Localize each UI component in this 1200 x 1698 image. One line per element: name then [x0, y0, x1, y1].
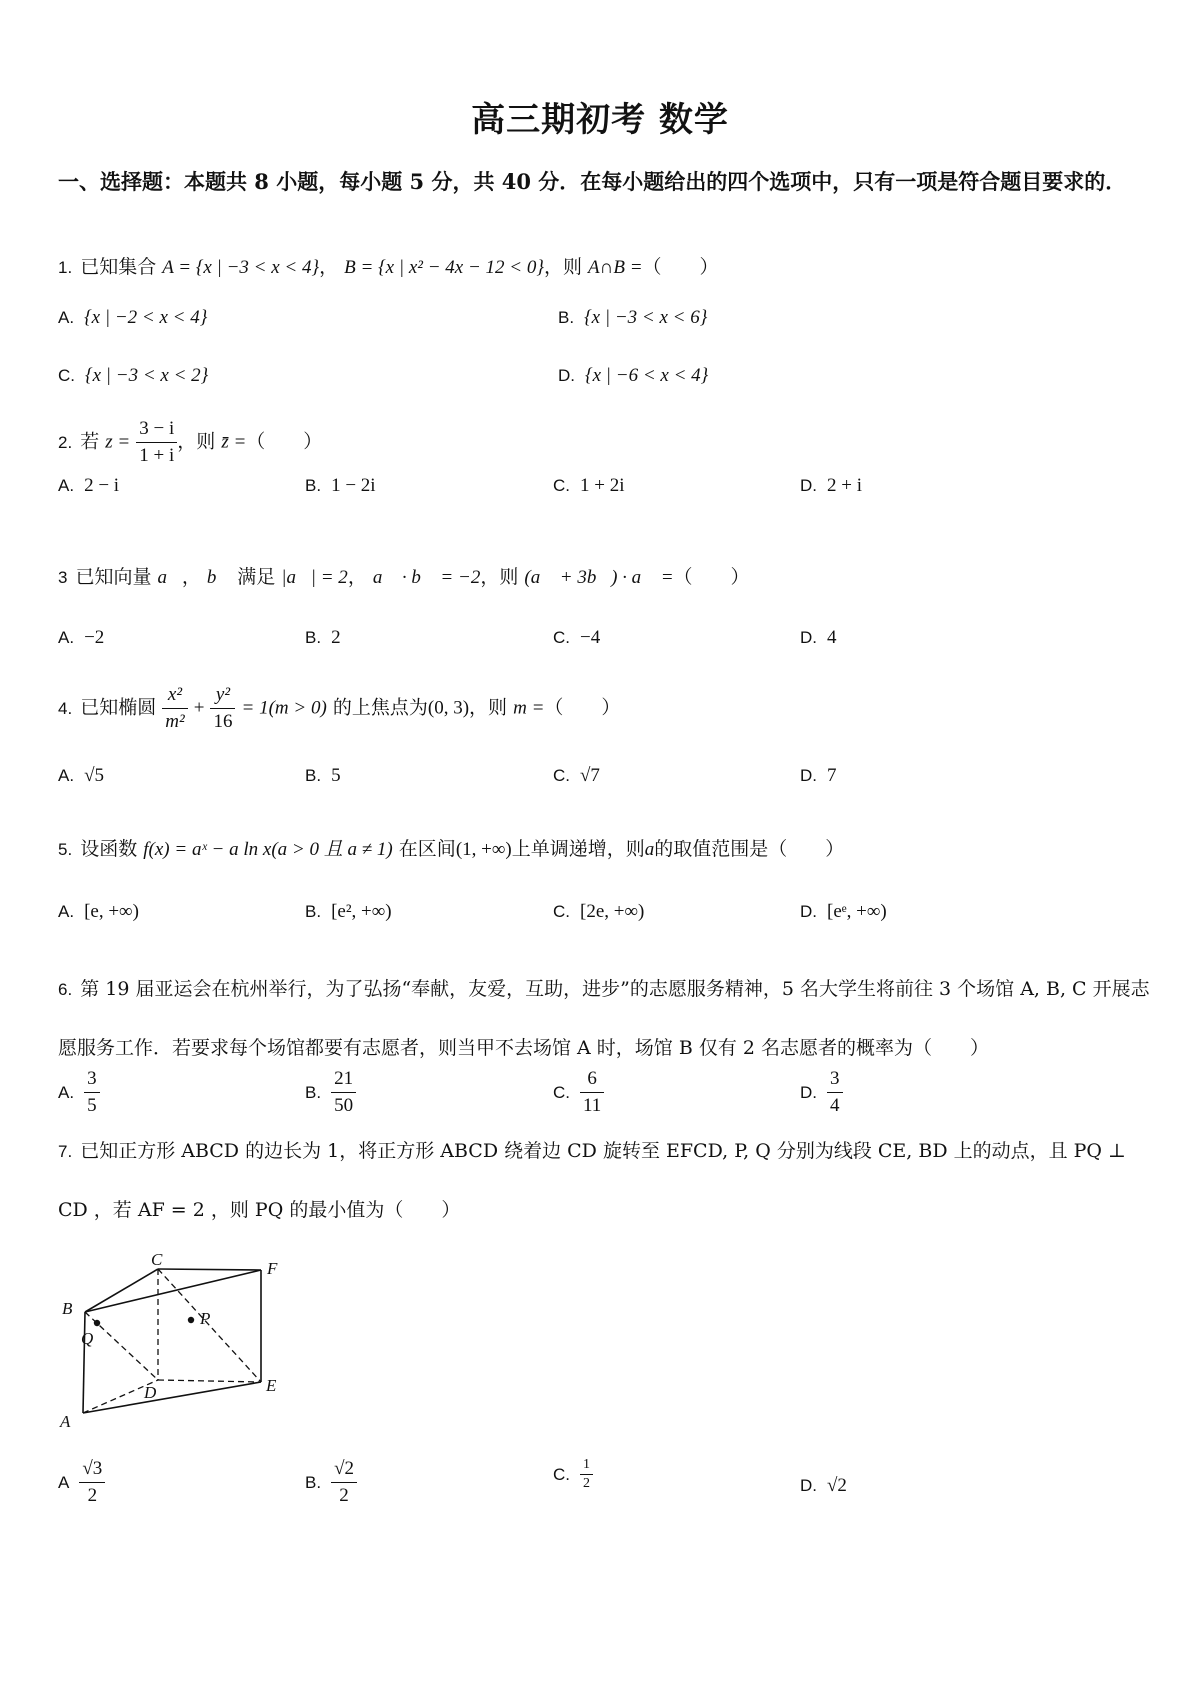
question-text: 设函数 — [80, 838, 138, 860]
question-text: 已知集合 — [80, 256, 157, 278]
fraction — [331, 1066, 356, 1119]
question-3 — [58, 562, 1158, 593]
option-label: C. — [58, 366, 75, 385]
question-number: 6. — [58, 980, 73, 999]
option-a — [58, 470, 119, 501]
option-label: D. — [558, 366, 575, 385]
option-text: 5 — [331, 765, 341, 786]
condition-1: |a⃗| = 2 — [281, 567, 348, 588]
separator: ， — [347, 566, 367, 588]
numerator: 21 — [331, 1066, 356, 1093]
option-d — [800, 622, 837, 653]
question-text: ，则 — [177, 430, 216, 453]
denominator: 2 — [339, 1485, 349, 1506]
label-q: Q — [81, 1329, 94, 1348]
question-text: ，则 — [469, 696, 508, 719]
fraction — [79, 1456, 105, 1509]
option-label: B. — [305, 1082, 322, 1102]
vector-a: a⃗ — [157, 567, 182, 588]
question-text: 在区间 — [398, 838, 456, 860]
option-text: 1 + 2i — [580, 475, 625, 496]
option-text: 1 − 2i — [331, 475, 376, 496]
option-c — [553, 896, 644, 927]
denominator: 1 + i — [139, 445, 175, 466]
question-ask: (a⃗ + 3b⃗) · a⃗ = — [524, 567, 674, 588]
option-a — [58, 760, 104, 791]
option-c — [553, 622, 600, 653]
question-text: 已知正方形 ABCD 的边长为 1，将正方形 ABCD 绕着边 CD 旋转至 EFCD, P, Q 分别为线段 CE, BD 上的动点，且 PQ ⊥ CD ，若 AF = 2 ，则 PQ 的最小值为（ ） — [58, 1140, 1126, 1221]
option-b — [305, 896, 392, 927]
option-text: {x | −2 < x < 4} — [84, 307, 208, 328]
fraction — [827, 1066, 843, 1119]
label-f: F — [267, 1259, 278, 1278]
option-text: [e, +∞) — [84, 901, 139, 922]
option-label: D. — [800, 902, 817, 921]
question-text: 第 19 届亚运会在杭州举行，为了弘扬“奉献，友爱，互助，进步”的志愿服务精神，5 名大学生将前往 3 个场馆 A, B, C 开展志愿服务工作．若要求每个场馆都要有志愿者，则当甲不去场馆 A 时，场馆 B 仅有 2 名志愿者的概率为（ ） — [58, 978, 1150, 1059]
option-label: D. — [800, 1082, 817, 1102]
numerator: 6 — [580, 1066, 604, 1093]
vector-b: b⃗ — [206, 567, 232, 588]
option-text: [e², +∞) — [331, 901, 392, 922]
edge-ba — [83, 1312, 85, 1413]
option-b — [305, 470, 376, 501]
option-b — [305, 760, 341, 791]
label-a: A — [60, 1412, 71, 1428]
option-c — [553, 470, 625, 501]
option-label: D. — [800, 1476, 817, 1495]
question-5 — [58, 834, 1158, 865]
option-text: {x | −6 < x < 4} — [585, 365, 709, 386]
edge-cf — [158, 1269, 261, 1270]
option-a — [58, 1456, 105, 1509]
fraction — [136, 416, 177, 469]
numerator: 3 — [84, 1066, 100, 1093]
variable: a — [644, 839, 655, 860]
fraction — [580, 1066, 604, 1119]
option-a — [58, 302, 207, 333]
question-ask: m = — [513, 697, 545, 719]
option-d — [800, 1066, 843, 1119]
operator: + — [193, 697, 205, 719]
function-definition: f(x) = aˣ − a ln x(a > 0 且 a ≠ 1) — [143, 839, 393, 860]
option-label: B. — [305, 902, 322, 921]
question-4 — [58, 682, 1158, 735]
denominator: m² — [165, 711, 185, 732]
edge-bf — [85, 1270, 261, 1312]
question-number: 4. — [58, 698, 73, 718]
question-text: 的上焦点为 — [332, 696, 428, 719]
option-label: B. — [305, 766, 322, 785]
option-text: 2 − i — [84, 475, 120, 496]
edge-bc — [85, 1269, 158, 1312]
question-text: ，则 — [480, 566, 519, 588]
numerator: 3 − i — [136, 416, 177, 443]
denominator: 4 — [830, 1095, 840, 1116]
option-text: √7 — [580, 765, 600, 786]
option-d — [800, 1470, 847, 1501]
option-text: 7 — [827, 765, 837, 786]
denominator: 16 — [213, 711, 233, 732]
fraction — [84, 1066, 100, 1119]
label-p: P — [200, 1309, 211, 1328]
label-c: C — [151, 1250, 163, 1269]
equation-rhs: = 1(m > 0) — [241, 697, 327, 719]
option-label: D. — [800, 766, 817, 785]
option-c — [553, 1066, 604, 1119]
question-ask: z̄ = — [221, 431, 247, 453]
option-c — [553, 760, 600, 791]
question-6 — [58, 960, 1158, 1077]
numerator: 3 — [827, 1066, 843, 1093]
option-label: C. — [553, 766, 570, 785]
option-b — [558, 302, 707, 333]
option-d — [800, 470, 862, 501]
answer-blank: （ ） — [673, 566, 750, 588]
option-text: {x | −3 < x < 2} — [85, 365, 209, 386]
question-text: 已知向量 — [75, 566, 152, 588]
option-a — [58, 896, 139, 927]
question-number: 1. — [58, 258, 73, 277]
option-label: C. — [553, 628, 570, 647]
focus-point: (0, 3) — [427, 697, 470, 719]
option-label: A. — [58, 1082, 75, 1102]
option-text: [eᵉ, +∞) — [827, 901, 887, 922]
question-text: ，则 — [543, 256, 582, 278]
separator: ， — [181, 566, 201, 588]
point-p-dot — [188, 1317, 194, 1323]
option-text: −4 — [580, 627, 601, 648]
option-a — [58, 1066, 100, 1119]
option-text: {x | −3 < x < 6} — [584, 307, 708, 328]
edge-de — [158, 1380, 261, 1382]
option-label: C. — [553, 1082, 570, 1102]
answer-blank: （ ） — [642, 256, 719, 278]
separator: ， — [319, 256, 339, 278]
answer-blank: （ ） — [544, 696, 621, 719]
option-label: A. — [58, 766, 75, 785]
question-text: 若 — [80, 430, 100, 453]
option-text: √2 — [827, 1475, 847, 1496]
option-c — [58, 360, 208, 391]
option-label: C. — [553, 476, 570, 495]
page-title: 高三期初考 数学 — [471, 100, 729, 140]
option-label: A. — [58, 308, 75, 327]
option-label: A — [58, 1472, 70, 1492]
question-text: 上单调递增，则 — [511, 838, 645, 860]
option-label: D. — [800, 628, 817, 647]
question-7 — [58, 1122, 1158, 1239]
question-2 — [58, 416, 1158, 469]
geometry-figure — [55, 1248, 295, 1428]
option-label: C. — [553, 1464, 570, 1484]
answer-blank: （ ） — [768, 838, 845, 860]
option-label: B. — [558, 308, 575, 327]
fraction — [580, 1456, 593, 1493]
numerator: y² — [210, 682, 235, 709]
question-text: 的取值范围是 — [654, 838, 769, 860]
edge-ae — [83, 1382, 261, 1413]
question-number: 3 — [58, 568, 68, 587]
option-label: A. — [58, 902, 75, 921]
option-label: A. — [58, 628, 75, 647]
fraction — [331, 1456, 357, 1509]
section-heading: 一、选择题：本题共 8 小题，每小题 5 分，共 40 分．在每小题给出的四个选项中，只有一项是符合题目要求的． — [58, 169, 1127, 194]
denominator: 2 — [583, 1476, 590, 1491]
question-number: 2. — [58, 432, 73, 452]
numerator: √2 — [331, 1456, 357, 1483]
figure-solid-edges — [83, 1269, 261, 1413]
option-text: [2e, +∞) — [580, 901, 645, 922]
option-label: A. — [58, 476, 75, 495]
set-b: B = {x | x² − 4x − 12 < 0} — [344, 257, 544, 278]
denominator: 11 — [583, 1095, 602, 1116]
option-text: 2 — [331, 627, 341, 648]
option-text: 4 — [827, 627, 837, 648]
question-text: 满足 — [237, 566, 276, 588]
label-d: D — [144, 1383, 157, 1402]
denominator: 2 — [87, 1485, 98, 1506]
question-number: 7. — [58, 1142, 73, 1161]
question-ask: A∩B = — [588, 257, 643, 278]
question-number: 5. — [58, 840, 73, 859]
denominator: 5 — [87, 1095, 97, 1116]
question-text: 已知椭圆 — [80, 696, 157, 719]
fraction-y — [210, 682, 235, 735]
option-label: D. — [800, 476, 817, 495]
option-label: B. — [305, 1472, 322, 1492]
option-label: B. — [305, 628, 322, 647]
question-1 — [58, 252, 1158, 283]
option-b — [305, 1066, 356, 1119]
equation-lhs: z = — [105, 431, 131, 453]
label-e: E — [266, 1376, 277, 1395]
fraction-x — [162, 682, 187, 735]
option-a — [58, 622, 104, 653]
set-a: A = {x | −3 < x < 4} — [162, 257, 320, 278]
option-text: 2 + i — [827, 475, 862, 496]
option-d — [800, 760, 837, 791]
option-b — [305, 1456, 357, 1509]
option-d — [800, 896, 887, 927]
option-c — [553, 1456, 593, 1493]
option-text: −2 — [84, 627, 105, 648]
numerator: √3 — [79, 1456, 105, 1483]
answer-blank: （ ） — [246, 430, 323, 453]
option-label: C. — [553, 902, 570, 921]
option-label: B. — [305, 476, 322, 495]
interval: (1, +∞) — [455, 839, 512, 860]
option-d — [558, 360, 708, 391]
numerator: 1 — [580, 1456, 593, 1475]
condition-2: a⃗ · b⃗ = −2 — [372, 567, 481, 588]
option-text: √5 — [84, 765, 104, 786]
numerator: x² — [162, 682, 187, 709]
denominator: 50 — [334, 1095, 354, 1116]
option-b — [305, 622, 341, 653]
point-q-dot — [94, 1320, 100, 1326]
label-b: B — [62, 1299, 73, 1318]
